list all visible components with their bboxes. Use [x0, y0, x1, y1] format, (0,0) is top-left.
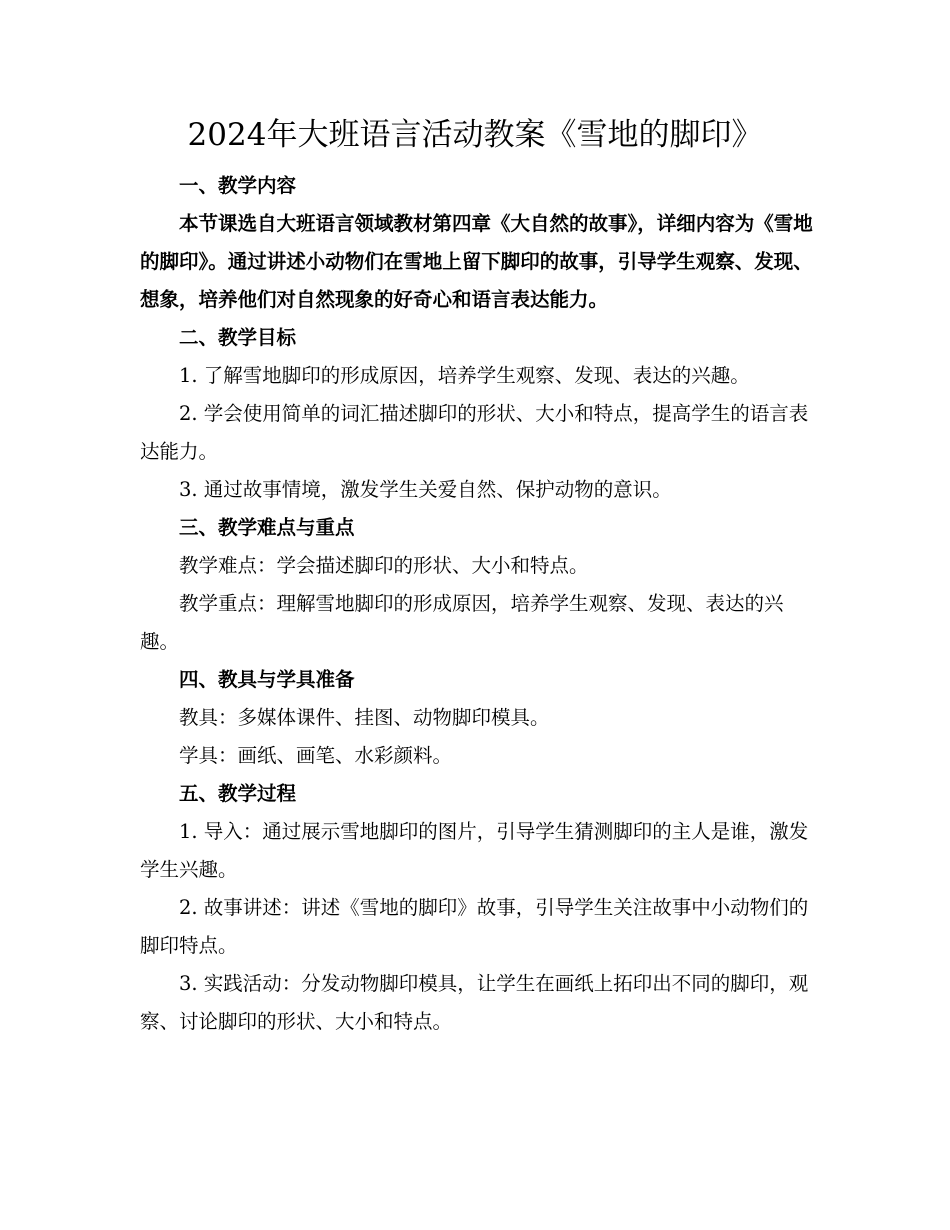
section-heading-content: 一、教学内容	[179, 174, 297, 197]
section-heading-difficulties: 三、教学难点与重点	[179, 516, 355, 539]
key-point-item: 教学重点：理解雪地脚印的形成原因，培养学生观察、发现、表达的兴趣。	[140, 592, 784, 653]
document-title: 2024年大班语言活动教案《雪地的脚印》	[187, 117, 763, 153]
section-heading-process: 五、教学过程	[179, 782, 297, 805]
paragraph-content-intro: 本节课选自大班语言领域教材第四章《大自然的故事》，详细内容为《雪地的脚印》。通过讲述小动物们在雪地上留下脚印的故事，引导学生观察、发现、想象，培养他们对自然现象的好奇心和语言表达能力。	[140, 212, 813, 311]
teaching-aids-item: 教具：多媒体课件、挂图、动物脚印模具。	[179, 706, 550, 729]
section-heading-materials: 四、教具与学具准备	[179, 668, 355, 691]
objective-item-2: 2. 学会使用简单的词汇描述脚印的形状、大小和特点，提高学生的语言表达能力。	[140, 402, 809, 463]
process-step-1: 1. 导入：通过展示雪地脚印的图片，引导学生猜测脚印的主人是谁，激发学生兴趣。	[140, 820, 809, 881]
section-heading-objectives: 二、教学目标	[179, 326, 297, 349]
difficulty-item: 教学难点：学会描述脚印的形状、大小和特点。	[179, 554, 589, 577]
process-step-3: 3. 实践活动：分发动物脚印模具，让学生在画纸上拓印出不同的脚印，观察、讨论脚印的形状、大小和特点。	[140, 972, 809, 1033]
objective-item-1: 1. 了解雪地脚印的形成原因，培养学生观察、发现、表达的兴趣。	[179, 364, 750, 387]
process-step-2: 2. 故事讲述：讲述《雪地的脚印》故事，引导学生关注故事中小动物们的脚印特点。	[140, 896, 809, 957]
objective-item-3: 3. 通过故事情境，激发学生关爱自然、保护动物的意识。	[179, 478, 672, 501]
learning-tools-item: 学具：画纸、画笔、水彩颜料。	[179, 744, 453, 767]
document-body	[140, 167, 820, 1041]
